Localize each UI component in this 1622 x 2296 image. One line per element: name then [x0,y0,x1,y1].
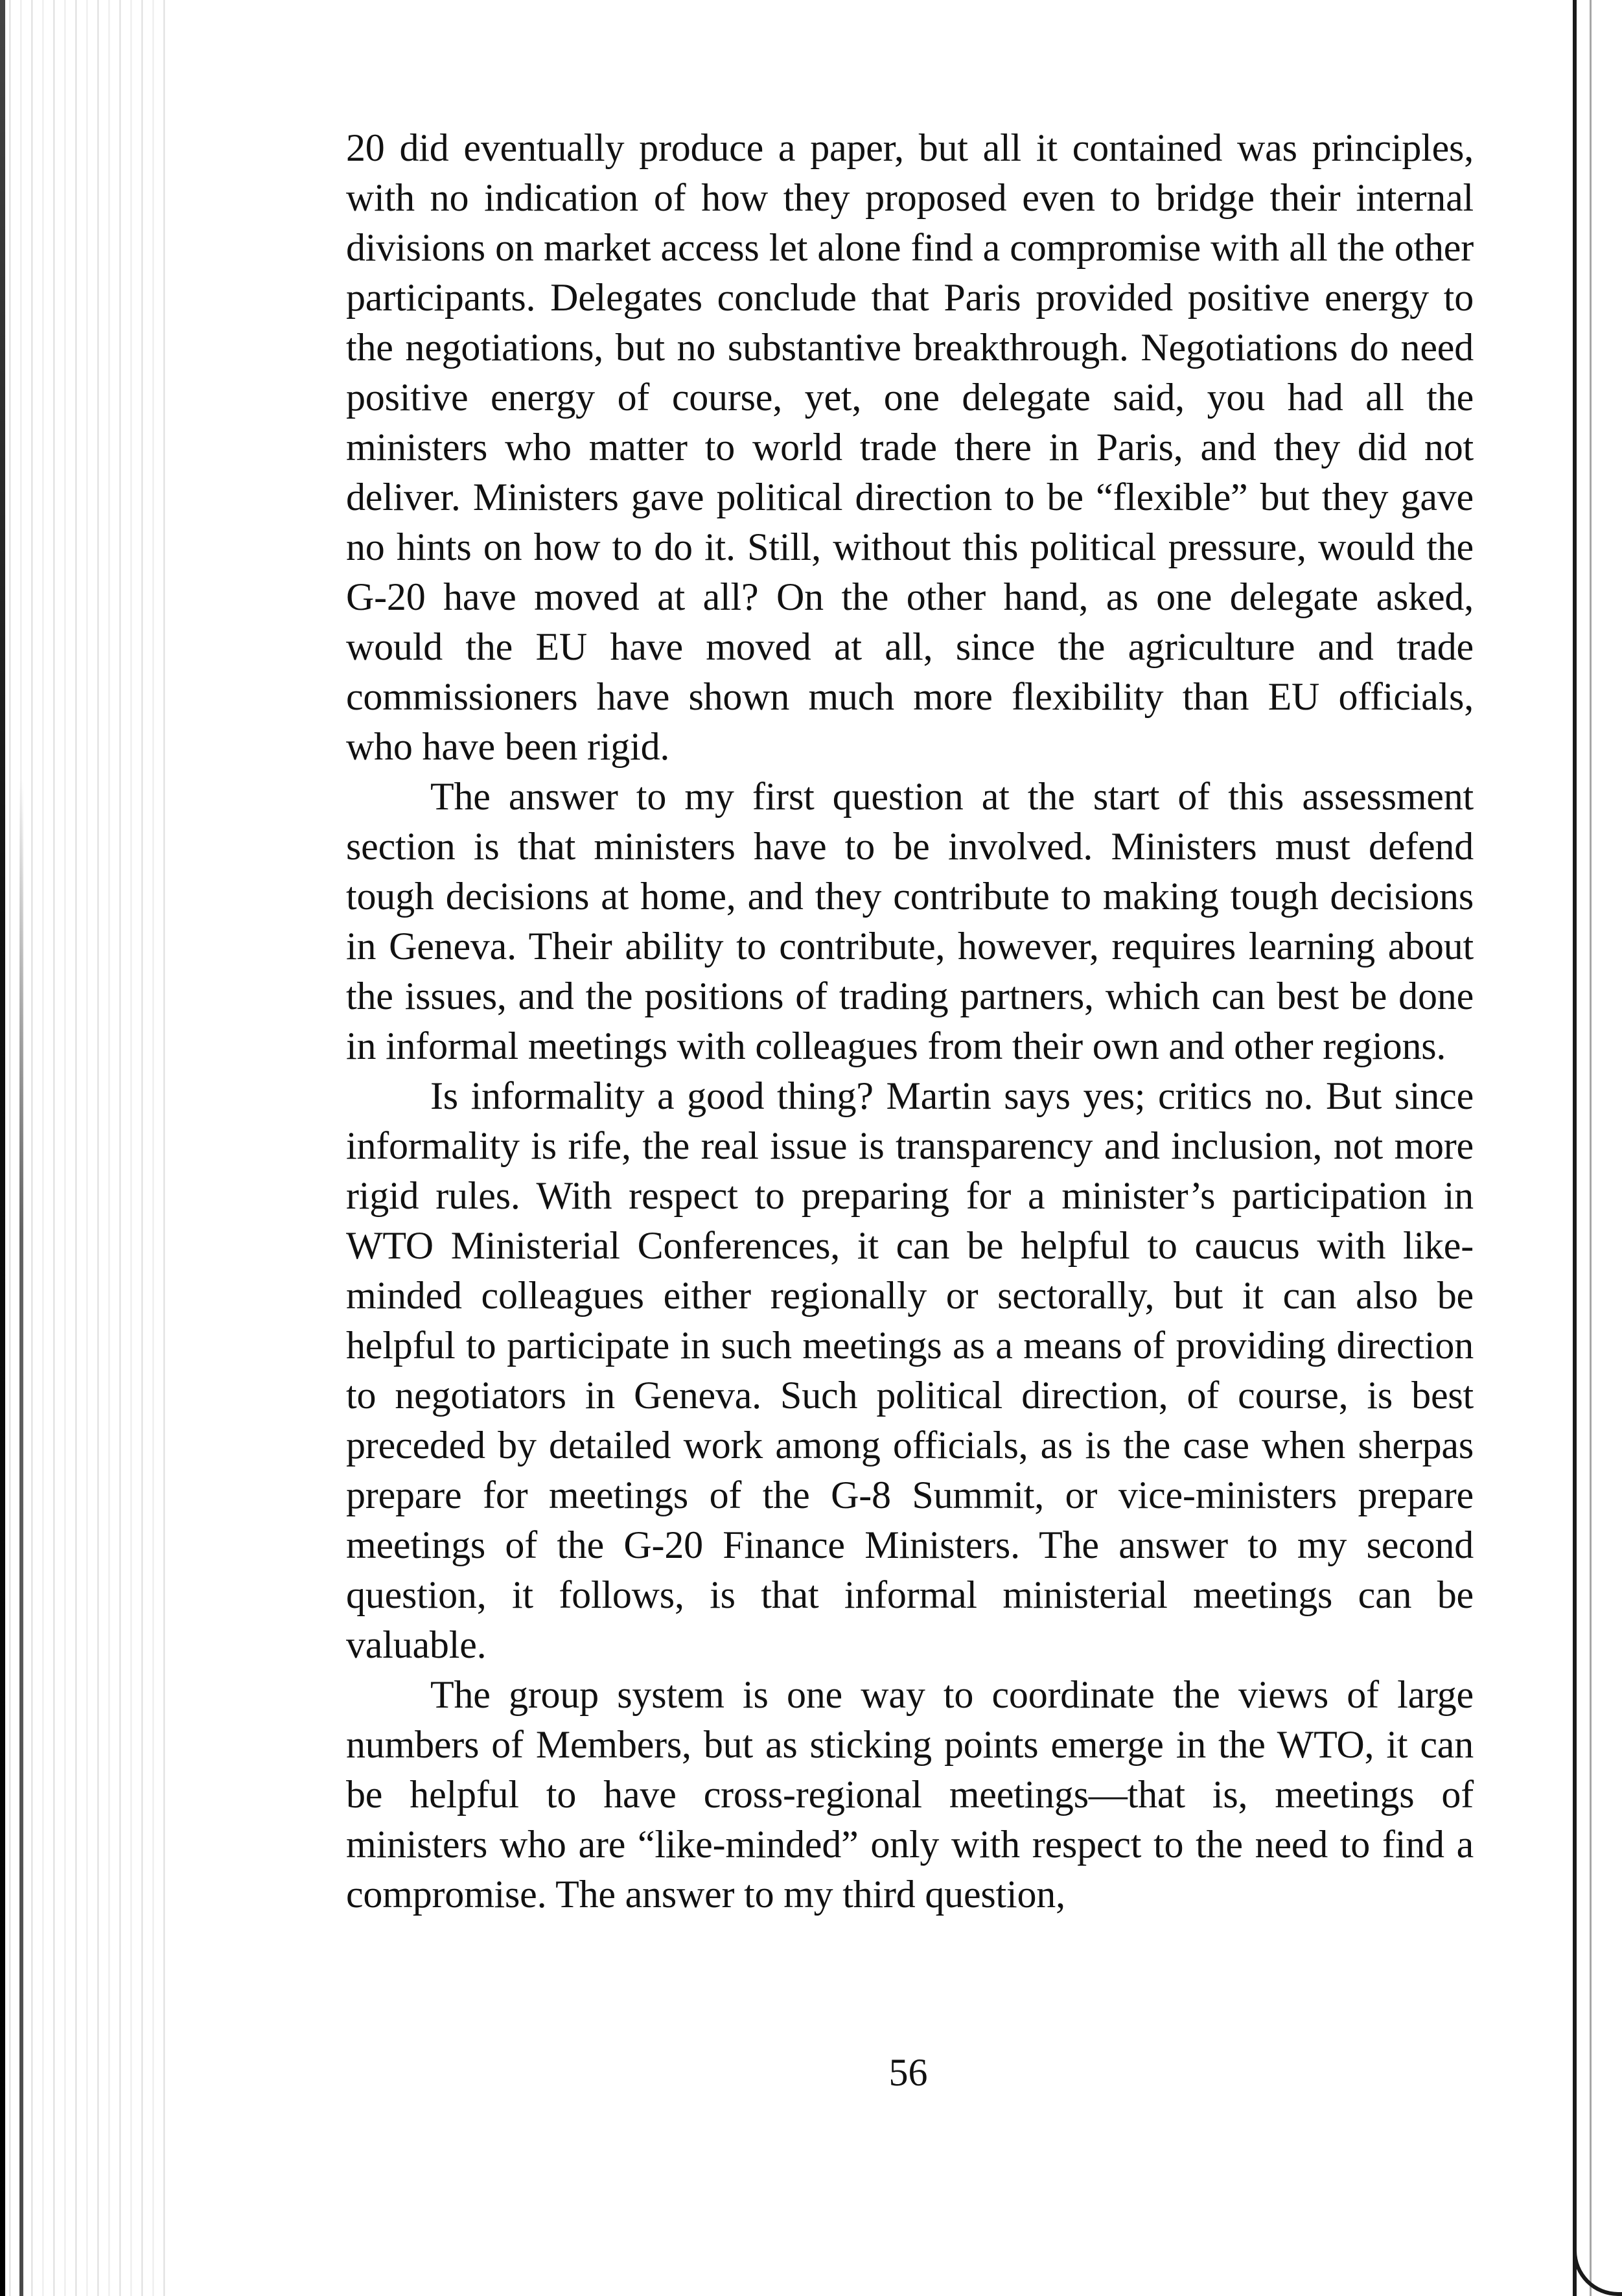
page-number-footer [0,2048,1622,2098]
scan-edge-dark-strip [0,0,5,2296]
paragraph-4: The group system is one way to coordinate the views of large numbers of Members, but as sticking points emerge in the WTO, it can be helpful to have cross-regional meetings—that is, meetings of ministers who are “like-minded” only with respect to the need to find a compromise. The answer to my third question, [346,1673,1474,1916]
paragraph-3: Is informality a good thing? Martin says yes; critics no. But since informality is rife, the real issue is transparency and inclusion, not more rigid rules. With respect to preparing for a minister’s participation in WTO Ministerial Conferences, it can be helpful to caucus with like-minded colleagues either regionally or sectorally, but it can also be helpful to participate in such meetings as a means of providing direction to negotiators in Geneva. Such political direction, of course, is best preceded by detailed work among officials, as is the case when sherpas prepare for meetings of the G-8 Summit, or vice-ministers prepare meetings of the G-20 Finance Ministers. The answer to my second question, it follows, is that informal ministerial meetings can be valuable. [346,1074,1474,1666]
page-edge-line-secondary [1590,0,1592,2296]
body-text [346,123,1474,1919]
scan-binding-shadow-left [0,0,168,2296]
page-edge-line [1573,0,1577,2296]
paragraph-1: 20 did eventually produce a paper, but all it contained was principles, with no indication of how they proposed even to bridge their internal divisions on market access let alone find a compromise with all the other participants. Delegates conclude that Paris provided positive energy to the negotiations, but no substantive breakthrough. Negotiations do need positive energy of course, yet, one delegate said, you had all the ministers who matter to world trade there in Paris, and they did not deliver. Ministers gave political direction to be “flexible” but they gave no hints on how to do it. Still, without this political pressure, would the G-20 have moved at all? On the other hand, as one delegate asked, would the EU have moved at all, since the agriculture and trade commissioners have shown much more flexibility than EU officials, who have been rigid. [346,126,1474,768]
scan-page-edge-right [1564,0,1622,2296]
paragraph-2: The answer to my first question at the start of this assessment section is that ministers have to be involved. Ministers must defend tough decisions at home, and they contribute to making tough decisions in Geneva. Their ability to contribute, however, requires learning about the issues, and the positions of trading partners, which can best be done in informal meetings with colleagues from their own and other regions. [346,775,1474,1067]
page-number: 56 [888,2051,928,2094]
page-edge-corner [1573,2218,1622,2296]
